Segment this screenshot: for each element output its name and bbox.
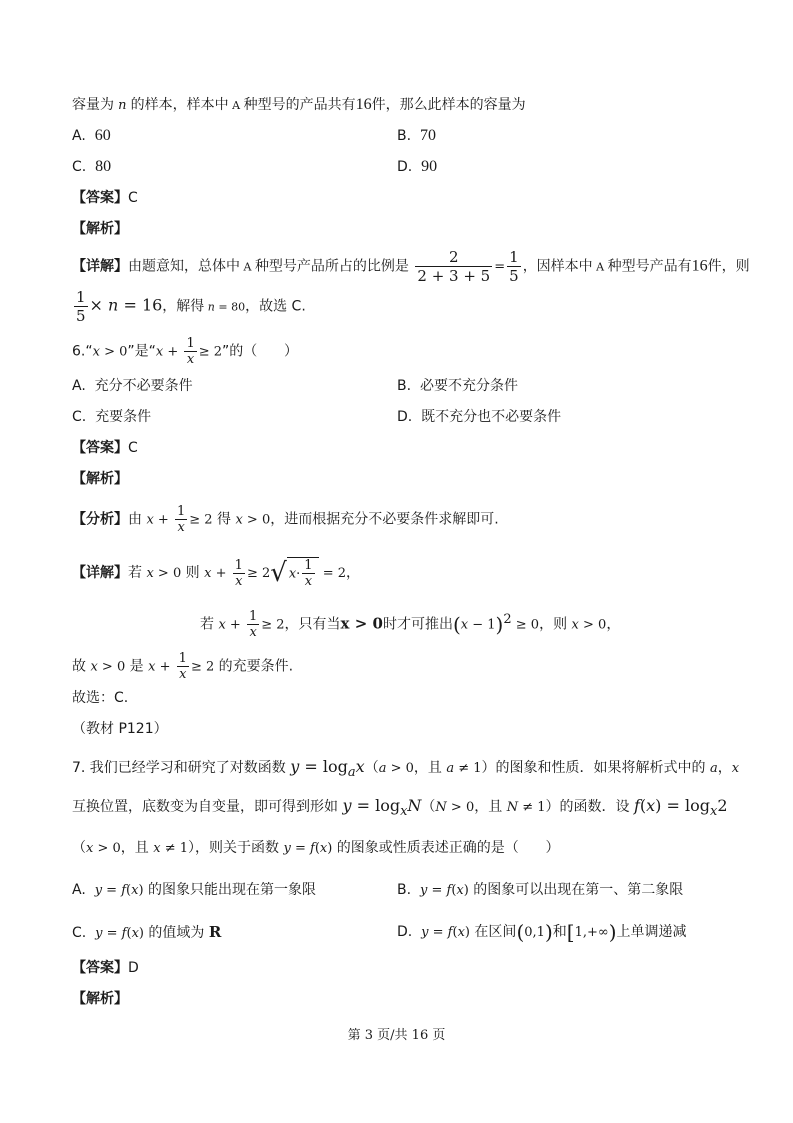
q5-analysis-label: 【解析】 — [72, 221, 128, 237]
q7-option-c: C. y = f(x) 的值域为 R — [72, 923, 222, 941]
q5-option-b: B. 70 — [397, 127, 436, 144]
q6-option-d: D. 既不充分也不必要条件 — [397, 409, 562, 425]
q6-fenxi: 【分析】由 x + $\frac{1}{x}$ ≥ 2 得 x > 0，进而根据充分不必要条件求解即可. — [72, 504, 499, 535]
q6-detail2: 若 x + $\frac{1}{x}$ ≥ 2，只有当x > 0时才可推出$(x - 1)^2 \ge 0$，则 x > 0， — [200, 609, 621, 640]
q5-stem-line: 容量为 n 的样本，样本中 A 种型号的产品共有16件，那么此样本的容量为 — [72, 96, 526, 113]
q6-answer: 【答案】C — [72, 440, 138, 456]
q5-text-a: 容量为 — [72, 97, 114, 113]
q7-stem1: 7. 我们已经学习和研究了对数函数 $y = \log_ax(a > 0$，且 a ≠ 1）的图象和性质．如果将解析式中的 a，x — [72, 757, 740, 780]
q7-analysis-label: 【解析】 — [72, 991, 128, 1007]
q6-conclusion: 故选：C. — [72, 690, 129, 706]
q6-source: （教材 P121） — [72, 721, 168, 737]
q6-option-b: B. 必要不充分条件 — [397, 378, 518, 394]
q6-option-c: C. 充要条件 — [72, 409, 152, 425]
q5-detail-line1: 【详解】由题意知，总体中 A 种型号产品所占的比例是 $\frac{2}{2 + 3 + 5}$ = $\frac{1}{5}$ ，因样本中 A 种型号产品有16件，则 — [72, 248, 750, 285]
q5-option-a: A. 60 — [72, 127, 111, 144]
q6-detail3: 故 x > 0 是 x + $\frac{1}{x}$ ≥ 2 的充要条件. — [72, 651, 294, 682]
q7-option-a: A. y = f(x) 的图象只能出现在第一象限 — [72, 882, 316, 898]
q5-option-d: D. 90 — [397, 158, 438, 175]
q6-analysis-label: 【解析】 — [72, 471, 128, 487]
q6-stem: 6.“x > 0”是“x + $\frac{1}{x}$ ≥ 2”的（ ） — [72, 336, 298, 367]
q5-detail-line2: $\frac{1}{5}$ × n = 16，解得 n = 80，故选 C. — [76, 288, 306, 325]
q7-stem3: （x > 0，且 x ≠ 1），则关于函数 y = f(x) 的图象或性质表述正确的是（ ） — [72, 840, 560, 856]
q7-option-d: D. y = f(x) 在区间(0,1)和[1,+∞)上单调递减 — [397, 920, 687, 944]
q7-stem2: 互换位置，底数变为自变量，即可得到形如 $y = \log_xN(N > 0$，且 N ≠ 1）的函数．设 $f(x) = \log_x2$ — [72, 796, 728, 819]
q5-option-c: C. 80 — [72, 158, 112, 175]
q7-option-b: B. y = f(x) 的图象可以出现在第一、第二象限 — [397, 882, 684, 898]
q5-answer: 【答案】C — [72, 190, 138, 206]
q6-option-a: A. 充分不必要条件 — [72, 378, 193, 394]
q6-detail1: 【详解】若 x > 0 则 x + $\frac{1}{x}$ ≥ 2√ x· $\frac{1}{x}$ = 2， — [72, 557, 361, 589]
page-footer: 第 3 页/共 16 页 — [347, 1028, 446, 1043]
q7-answer: 【答案】D — [72, 960, 139, 976]
